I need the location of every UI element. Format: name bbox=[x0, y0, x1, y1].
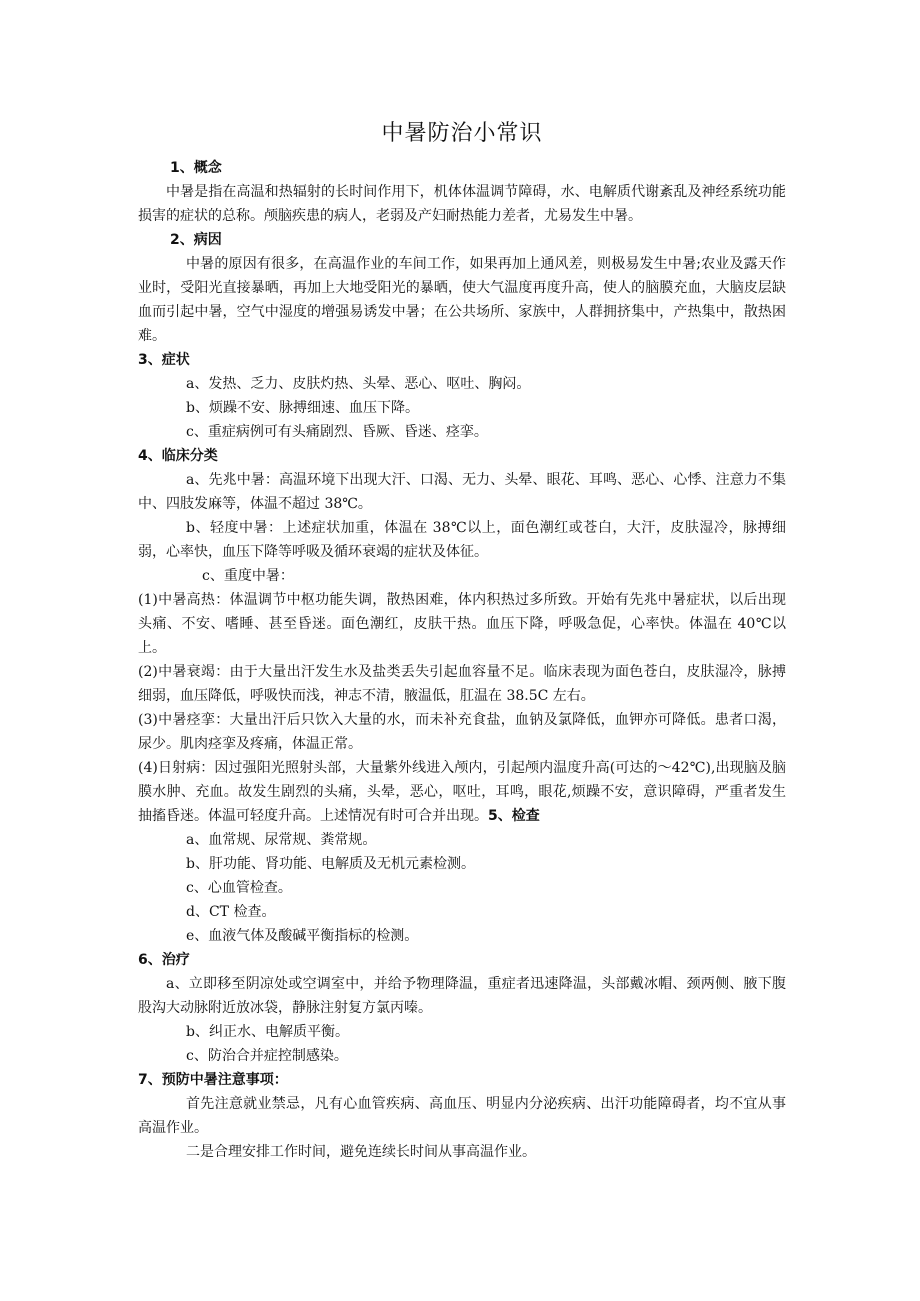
classification-c2: (2)中暑衰竭：由于大量出汗发生水及盐类丢失引起血容量不足。临床表现为面色苍白，皮肤湿冷，脉搏细弱，血压降低，呼吸快而浅，神志不清，腋温低，肛温在 38.5C 左右。 bbox=[138, 664, 786, 704]
symptom-item: c、重症病例可有头痛剧烈、昏厥、昏迷、痉挛。 bbox=[186, 424, 488, 440]
classification-c: c、重度中暑： bbox=[202, 568, 294, 584]
symptom-item: a、发热、乏力、皮肤灼热、头晕、恶心、呕吐、胸闷。 bbox=[186, 376, 531, 392]
classification-c3: (3)中暑痉挛：大量出汗后只饮入大量的水，而未补充食盐，血钠及氯降低，血钾亦可降低。患者口渴，尿少。肌肉痉挛及疼痛，体温正常。 bbox=[138, 712, 786, 752]
symptom-item: b、烦躁不安、脉搏细速、血压下降。 bbox=[186, 400, 419, 416]
prevention-paragraph-2: 二是合理安排工作时间，避免连续长时间从事高温作业。 bbox=[186, 1144, 536, 1160]
cause-paragraph: 中暑的原因有很多，在高温作业的车间工作，如果再加上通风差，则极易发生中暑;农业及露天作业时，受阳光直接暴晒，再加上大地受阳光的暴晒，使大气温度再度升高，使人的脑膜充血，大脑皮层缺血而引起中暑，空气中湿度的增强易诱发中暑；在公共场所、家族中，人群拥挤集中，产热集中，散热困难。 bbox=[138, 256, 786, 344]
exam-item: e、血液气体及酸碱平衡指标的检测。 bbox=[186, 928, 419, 944]
section-heading-symptoms: 3、症状 bbox=[138, 352, 190, 368]
exam-item: d、CT 检查。 bbox=[186, 904, 276, 920]
treatment-a: a、立即移至阴凉处或空调室中，并给予物理降温，重症者迅速降温，头部戴冰帽、颈两侧、腋下腹股沟大动脉附近放冰袋，静脉注射复方氯丙嗪。 bbox=[138, 976, 786, 1016]
treatment-item: b、纠正水、电解质平衡。 bbox=[186, 1024, 349, 1040]
exam-item: b、肝功能、肾功能、电解质及无机元素检测。 bbox=[186, 856, 475, 872]
section-heading-cause: 2、病因 bbox=[170, 232, 222, 248]
section-heading-examination: 5、检查 bbox=[488, 808, 540, 824]
prevention-paragraph-1: 首先注意就业禁忌，凡有心血管疾病、高血压、明显内分泌疾病、出汗功能障碍者，均不宜从事高温作业。 bbox=[138, 1096, 786, 1136]
section-heading-concept: 1、概念 bbox=[170, 160, 222, 176]
classification-a: a、先兆中暑：高温环境下出现大汗、口渴、无力、头晕、眼花、耳鸣、恶心、心悸、注意力不集中、四肢发麻等，体温不超过 38℃。 bbox=[138, 472, 786, 512]
section-heading-treatment: 6、治疗 bbox=[138, 952, 190, 968]
treatment-item: c、防治合并症控制感染。 bbox=[186, 1048, 348, 1064]
exam-item: c、心血管检查。 bbox=[186, 880, 292, 896]
exam-item: a、血常规、尿常规、粪常规。 bbox=[186, 832, 377, 848]
concept-paragraph: 中暑是指在高温和热辐射的长时间作用下，机体体温调节障碍，水、电解质代谢紊乱及神经系统功能损害的症状的总称。颅脑疾患的病人，老弱及产妇耐热能力差者，尤易发生中暑。 bbox=[138, 184, 786, 224]
classification-c1: (1)中暑高热：体温调节中枢功能失调，散热困难，体内积热过多所致。开始有先兆中暑症状，以后出现头痛、不安、嗜睡、甚至昏迷。面色潮红，皮肤干热。血压下降，呼吸急促，心率快。体温在 40℃以上。 bbox=[138, 592, 786, 656]
document-page bbox=[138, 0, 786, 1164]
section-heading-prevention: 7、预防中暑注意事项： bbox=[138, 1072, 288, 1088]
page-title: 中暑防治小常识 bbox=[381, 121, 543, 146]
classification-b: b、轻度中暑：上述症状加重，体温在 38℃以上，面色潮红或苍白，大汗，皮肤湿冷，脉搏细弱，心率快，血压下降等呼吸及循环衰竭的症状及体征。 bbox=[138, 520, 786, 560]
section-heading-classification: 4、临床分类 bbox=[138, 448, 218, 464]
classification-c4 bbox=[138, 756, 786, 828]
classification-c4-text: (4)日射病：因过强阳光照射头部，大量紫外线进入颅内，引起颅内温度升高(可达的～42℃),出现脑及脑膜水肿、充血。故发生剧烈的头痛，头晕，恶心，呕吐，耳鸣，眼花,烦躁不安，意识障碍，严重者发生抽搐昏迷。体温可轻度升高。上述情况有时可合并出现。 bbox=[138, 760, 786, 824]
